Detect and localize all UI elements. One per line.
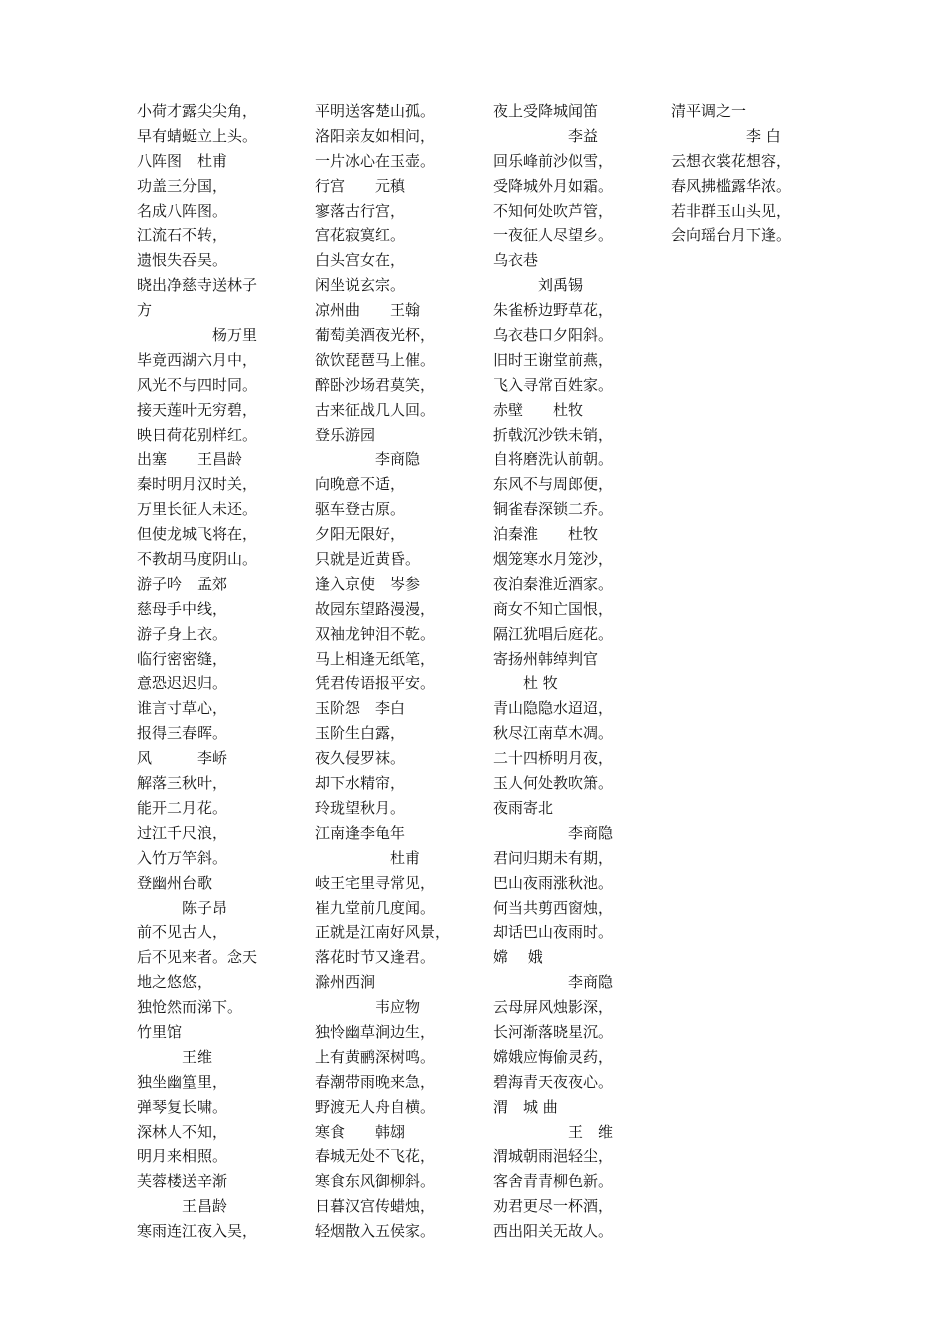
text-line: 劝君更尽一杯酒， xyxy=(493,1197,614,1216)
text-line: 后不见来者。念天 xyxy=(137,948,258,967)
text-line: 乌衣巷 xyxy=(493,251,539,270)
text-line: 渭城朝雨浥轻尘， xyxy=(493,1147,614,1166)
text-line: 意恐迟迟归。 xyxy=(137,674,228,693)
text-line: 映日荷花别样红。 xyxy=(137,425,258,444)
text-line: 秦时明月汉时关， xyxy=(137,475,258,494)
text-line: 宫花寂寞红。 xyxy=(315,226,406,245)
text-line: 故园东望路漫漫， xyxy=(315,599,436,618)
text-line: 若非群玉山头见， xyxy=(671,201,792,220)
text-line: 却话巴山夜雨时。 xyxy=(493,923,614,942)
text-line: 春潮带雨晚来急， xyxy=(315,1072,436,1091)
text-line: 碧海青天夜夜心。 xyxy=(493,1072,614,1091)
text-line: 春风拂槛露华浓。 xyxy=(671,176,792,195)
text-line: 客舍青青柳色新。 xyxy=(493,1172,614,1191)
text-line: 嫦 娥 xyxy=(493,948,543,967)
text-line: 王昌龄 xyxy=(137,1197,228,1216)
text-line: 正就是江南好风景， xyxy=(315,923,451,942)
text-line: 欲饮琵琶马上催。 xyxy=(315,350,436,369)
text-line: 过江千尺浪， xyxy=(137,823,228,842)
text-line: 明月来相照。 xyxy=(137,1147,228,1166)
text-line: 乌衣巷口夕阳斜。 xyxy=(493,326,614,345)
text-line: 飞入寻常百姓家。 xyxy=(493,375,614,394)
text-column-2 xyxy=(315,99,475,1244)
text-line: 商女不知亡国恨， xyxy=(493,599,614,618)
text-line: 地之悠悠， xyxy=(137,973,213,992)
text-line: 不知何处吹芦管， xyxy=(493,201,614,220)
text-line: 游子身上衣。 xyxy=(137,624,228,643)
text-line: 西出阳关无故人。 xyxy=(493,1222,614,1241)
text-line: 寄扬州韩绰判官 xyxy=(493,649,599,668)
text-line: 向晚意不适， xyxy=(315,475,406,494)
text-line: 凉州曲 王翰 xyxy=(315,301,421,320)
text-line: 李商隐 xyxy=(493,973,614,992)
text-line: 何当共剪西窗烛， xyxy=(493,898,614,917)
text-line: 闲坐说玄宗。 xyxy=(315,276,406,295)
text-line: 滁州西涧 xyxy=(315,973,376,992)
text-line: 李益 xyxy=(493,126,599,145)
text-line: 平明送客楚山孤。 xyxy=(315,102,436,120)
text-line: 遗恨失吞吴。 xyxy=(137,251,228,270)
text-line: 玉阶生白露， xyxy=(315,724,406,743)
text-line: 风光不与四时同。 xyxy=(137,375,258,394)
text-line: 二十四桥明月夜， xyxy=(493,749,614,768)
text-line: 早有蜻蜓立上头。 xyxy=(137,126,258,145)
text-line: 寥落古行宫， xyxy=(315,201,406,220)
text-line: 杜甫 xyxy=(315,848,421,867)
text-line: 韦应物 xyxy=(315,998,421,1017)
text-line: 自将磨洗认前朝。 xyxy=(493,450,614,469)
text-line: 独坐幽篁里， xyxy=(137,1072,228,1091)
text-line: 折戟沉沙铁未销， xyxy=(493,425,614,444)
text-line: 马上相逢无纸笔， xyxy=(315,649,436,668)
text-line: 解落三秋叶， xyxy=(137,774,228,793)
text-line: 玉阶怨 李白 xyxy=(315,699,406,718)
text-line: 烟笼寒水月笼沙， xyxy=(493,550,614,569)
text-line: 游子吟 孟郊 xyxy=(137,574,228,593)
text-line: 弹琴复长啸。 xyxy=(137,1097,228,1116)
text-line: 野渡无人舟自横。 xyxy=(315,1097,436,1116)
text-line: 却下水精帘， xyxy=(315,774,406,793)
text-line: 青山隐隐水迢迢， xyxy=(493,699,614,718)
text-line: 君问归期未有期， xyxy=(493,848,614,867)
text-line: 江南逢李龟年 xyxy=(315,823,406,842)
text-line: 杜 牧 xyxy=(493,674,558,693)
text-line: 双袖龙钟泪不乾。 xyxy=(315,624,436,643)
text-line: 葡萄美酒夜光杯， xyxy=(315,326,436,345)
text-line: 陈子昂 xyxy=(137,898,228,917)
text-line: 寒食东风御柳斜。 xyxy=(315,1172,436,1191)
text-line: 旧时王谢堂前燕， xyxy=(493,350,614,369)
text-line: 但使龙城飞将在， xyxy=(137,525,258,544)
text-line: 隔江犹唱后庭花。 xyxy=(493,624,614,643)
text-line: 日暮汉宫传蜡烛， xyxy=(315,1197,436,1216)
text-line: 醉卧沙场君莫笑， xyxy=(315,375,436,394)
text-line: 小荷才露尖尖角， xyxy=(137,102,258,120)
text-line: 登幽州台歌 xyxy=(137,873,213,892)
text-line: 回乐峰前沙似雪， xyxy=(493,151,614,170)
text-line: 铜雀春深锁二乔。 xyxy=(493,500,614,519)
text-line: 轻烟散入五侯家。 xyxy=(315,1222,436,1241)
text-line: 行宫 元稹 xyxy=(315,176,406,195)
text-line: 清平调之一 xyxy=(671,102,747,120)
text-line: 接天莲叶无穷碧， xyxy=(137,400,258,419)
text-line: 驱车登古原。 xyxy=(315,500,406,519)
text-line: 凭君传语报平安。 xyxy=(315,674,436,693)
text-line: 出塞 王昌龄 xyxy=(137,450,243,469)
text-line: 能开二月花。 xyxy=(137,798,228,817)
text-line: 上有黄鹂深树鸣。 xyxy=(315,1047,436,1066)
text-line: 只就是近黄昏。 xyxy=(315,550,421,569)
text-line: 登乐游园 xyxy=(315,425,376,444)
text-column-3 xyxy=(493,99,633,1244)
text-line: 东风不与周郎便， xyxy=(493,475,614,494)
text-column-1 xyxy=(137,99,287,1244)
text-line: 慈母手中线， xyxy=(137,599,228,618)
text-line: 泊秦淮 杜牧 xyxy=(493,525,599,544)
text-line: 秋尽江南草木凋。 xyxy=(493,724,614,743)
text-line: 一片冰心在玉壶。 xyxy=(315,151,436,170)
text-line: 云母屏风烛影深， xyxy=(493,998,614,1017)
text-line: 玲珑望秋月。 xyxy=(315,798,406,817)
text-line: 古来征战几人回。 xyxy=(315,400,436,419)
text-line: 白头宫女在， xyxy=(315,251,406,270)
text-line: 云想衣裳花想容， xyxy=(671,151,792,170)
text-line: 杨万里 xyxy=(137,326,258,345)
text-line: 长河渐落晓星沉。 xyxy=(493,1022,614,1041)
text-line: 洛阳亲友如相问， xyxy=(315,126,436,145)
text-line: 谁言寸草心， xyxy=(137,699,228,718)
text-line: 功盖三分国， xyxy=(137,176,228,195)
text-line: 受降城外月如霜。 xyxy=(493,176,614,195)
text-line: 嫦娥应悔偷灵药， xyxy=(493,1047,614,1066)
text-line: 落花时节又逢君。 xyxy=(315,948,436,967)
text-line: 毕竟西湖六月中， xyxy=(137,350,258,369)
text-line: 方 xyxy=(137,301,153,320)
text-line: 八阵图 杜甫 xyxy=(137,151,228,170)
text-line: 春城无处不飞花， xyxy=(315,1147,436,1166)
text-line: 崔九堂前几度闻。 xyxy=(315,898,436,917)
text-line: 入竹万竿斜。 xyxy=(137,848,228,867)
text-line: 渭 城 曲 xyxy=(493,1097,558,1116)
text-line: 逢入京使 岑参 xyxy=(315,574,421,593)
text-line: 夜雨寄北 xyxy=(493,798,554,817)
text-line: 赤壁 杜牧 xyxy=(493,400,584,419)
text-line: 风 李峤 xyxy=(137,749,228,768)
text-line: 前不见古人， xyxy=(137,923,228,942)
text-line: 一夜征人尽望乡。 xyxy=(493,226,614,245)
text-line: 竹里馆 xyxy=(137,1022,183,1041)
text-line: 万里长征人未还。 xyxy=(137,500,258,519)
text-line: 岐王宅里寻常见， xyxy=(315,873,436,892)
text-line: 玉人何处教吹箫。 xyxy=(493,774,614,793)
text-column-4 xyxy=(671,99,821,248)
text-line: 寒雨连江夜入吴， xyxy=(137,1222,258,1241)
text-line: 晓出净慈寺送林子 xyxy=(137,276,258,295)
text-line: 刘禹锡 xyxy=(493,276,584,295)
text-line: 王维 xyxy=(137,1047,213,1066)
text-line: 独怜幽草涧边生， xyxy=(315,1022,436,1041)
text-line: 夜上受降城闻笛 xyxy=(493,102,599,120)
text-line: 会向瑶台月下逢。 xyxy=(671,226,792,245)
text-line: 名成八阵图。 xyxy=(137,201,228,220)
text-line: 李商隐 xyxy=(315,450,421,469)
text-line: 李商隐 xyxy=(493,823,614,842)
text-line: 江流石不转， xyxy=(137,226,228,245)
text-line: 报得三春晖。 xyxy=(137,724,228,743)
text-line: 不教胡马度阴山。 xyxy=(137,550,258,569)
text-line: 巴山夜雨涨秋池。 xyxy=(493,873,614,892)
text-line: 临行密密缝， xyxy=(137,649,228,668)
text-line: 朱雀桥边野草花， xyxy=(493,301,614,320)
text-line: 寒食 韩翃 xyxy=(315,1122,406,1141)
text-line: 芙蓉楼送辛渐 xyxy=(137,1172,228,1191)
text-line: 王 维 xyxy=(493,1122,614,1141)
text-line: 夕阳无限好， xyxy=(315,525,406,544)
text-line: 夜泊秦淮近酒家。 xyxy=(493,574,614,593)
text-line: 夜久侵罗袜。 xyxy=(315,749,406,768)
text-line: 李 白 xyxy=(671,126,781,145)
text-line: 深林人不知， xyxy=(137,1122,228,1141)
text-line: 独怆然而涕下。 xyxy=(137,998,243,1017)
